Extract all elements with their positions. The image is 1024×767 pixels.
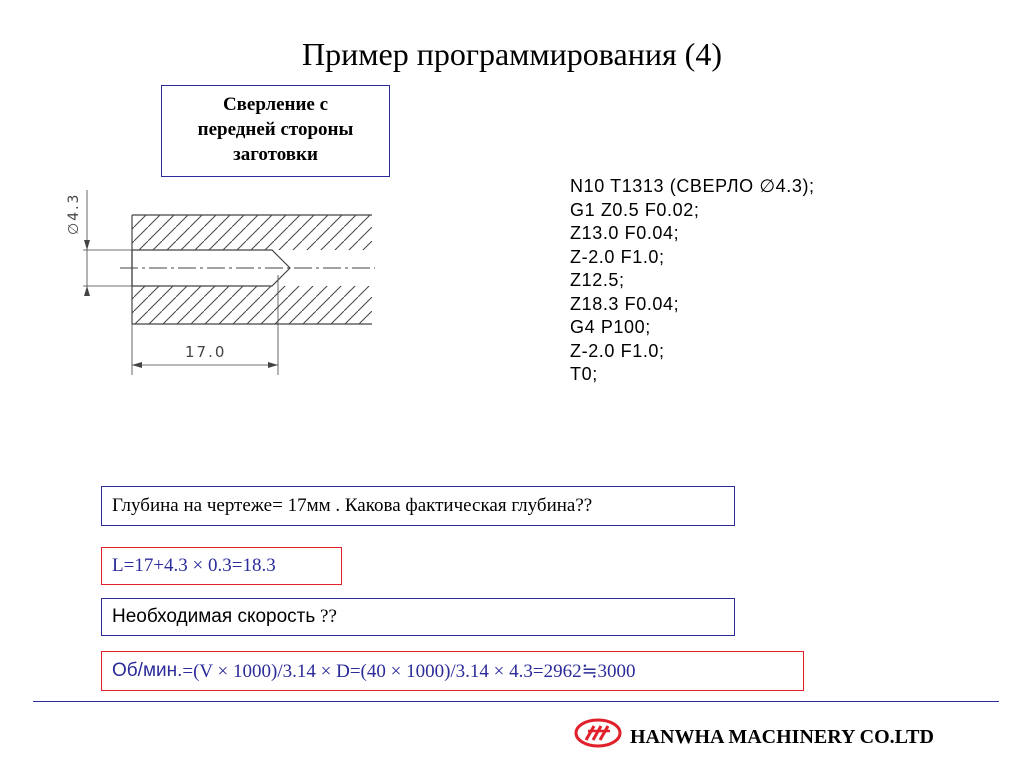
program-line: T0; — [570, 364, 598, 384]
depth-answer-box — [101, 547, 342, 585]
company-name: HANWHA MACHINERY CO.LTD — [630, 726, 934, 748]
footer-divider — [33, 701, 999, 702]
diameter-label: ∅4.3 — [66, 192, 82, 235]
workpiece-top-section — [132, 215, 372, 250]
program-line: N10 T1313 (СВЕРЛО ∅4.3); — [570, 176, 815, 196]
speed-question: Необходимая скорость — [112, 606, 316, 627]
program-line: Z18.3 F0.04; — [570, 293, 680, 314]
operation-line-1: Сверление с — [222, 94, 329, 115]
speed-question-suffix: ?? — [315, 606, 337, 627]
operation-line-3: заготовки — [233, 144, 318, 165]
nc-program — [570, 175, 815, 387]
length-label: 17.0 — [185, 343, 227, 361]
drilling-drawing — [50, 185, 380, 380]
speed-answer-prefix: Об/мин. — [112, 660, 183, 681]
operation-line-2: передней стороны — [197, 119, 354, 140]
page-title: Пример программирования (4) — [302, 36, 722, 72]
workpiece-bottom-section — [132, 286, 372, 324]
program-line: Z13.0 F0.04; — [570, 223, 680, 243]
program-line: G1 Z0.5 F0.02; — [570, 199, 700, 220]
program-line: Z12.5; — [570, 270, 625, 290]
depth-question-box — [101, 486, 735, 526]
speed-answer-box — [101, 651, 804, 691]
speed-question-box — [101, 598, 735, 636]
program-line: G4 P100; — [570, 317, 651, 337]
operation-box — [161, 85, 390, 177]
hanwha-logo-icon — [574, 718, 622, 748]
program-line: Z-2.0 F1.0; — [570, 340, 665, 361]
program-line: Z-2.0 F1.0; — [570, 246, 665, 267]
depth-question: Глубина на чертеже= 17мм . Какова фактическая глубина?? — [112, 495, 593, 516]
depth-answer: L=17+4.3 × 0.3=18.3 — [112, 555, 276, 576]
speed-answer-formula: =(V × 1000)/3.14 × D=(40 × 1000)/3.14 × 4.3=2962≒3000 — [182, 660, 636, 682]
